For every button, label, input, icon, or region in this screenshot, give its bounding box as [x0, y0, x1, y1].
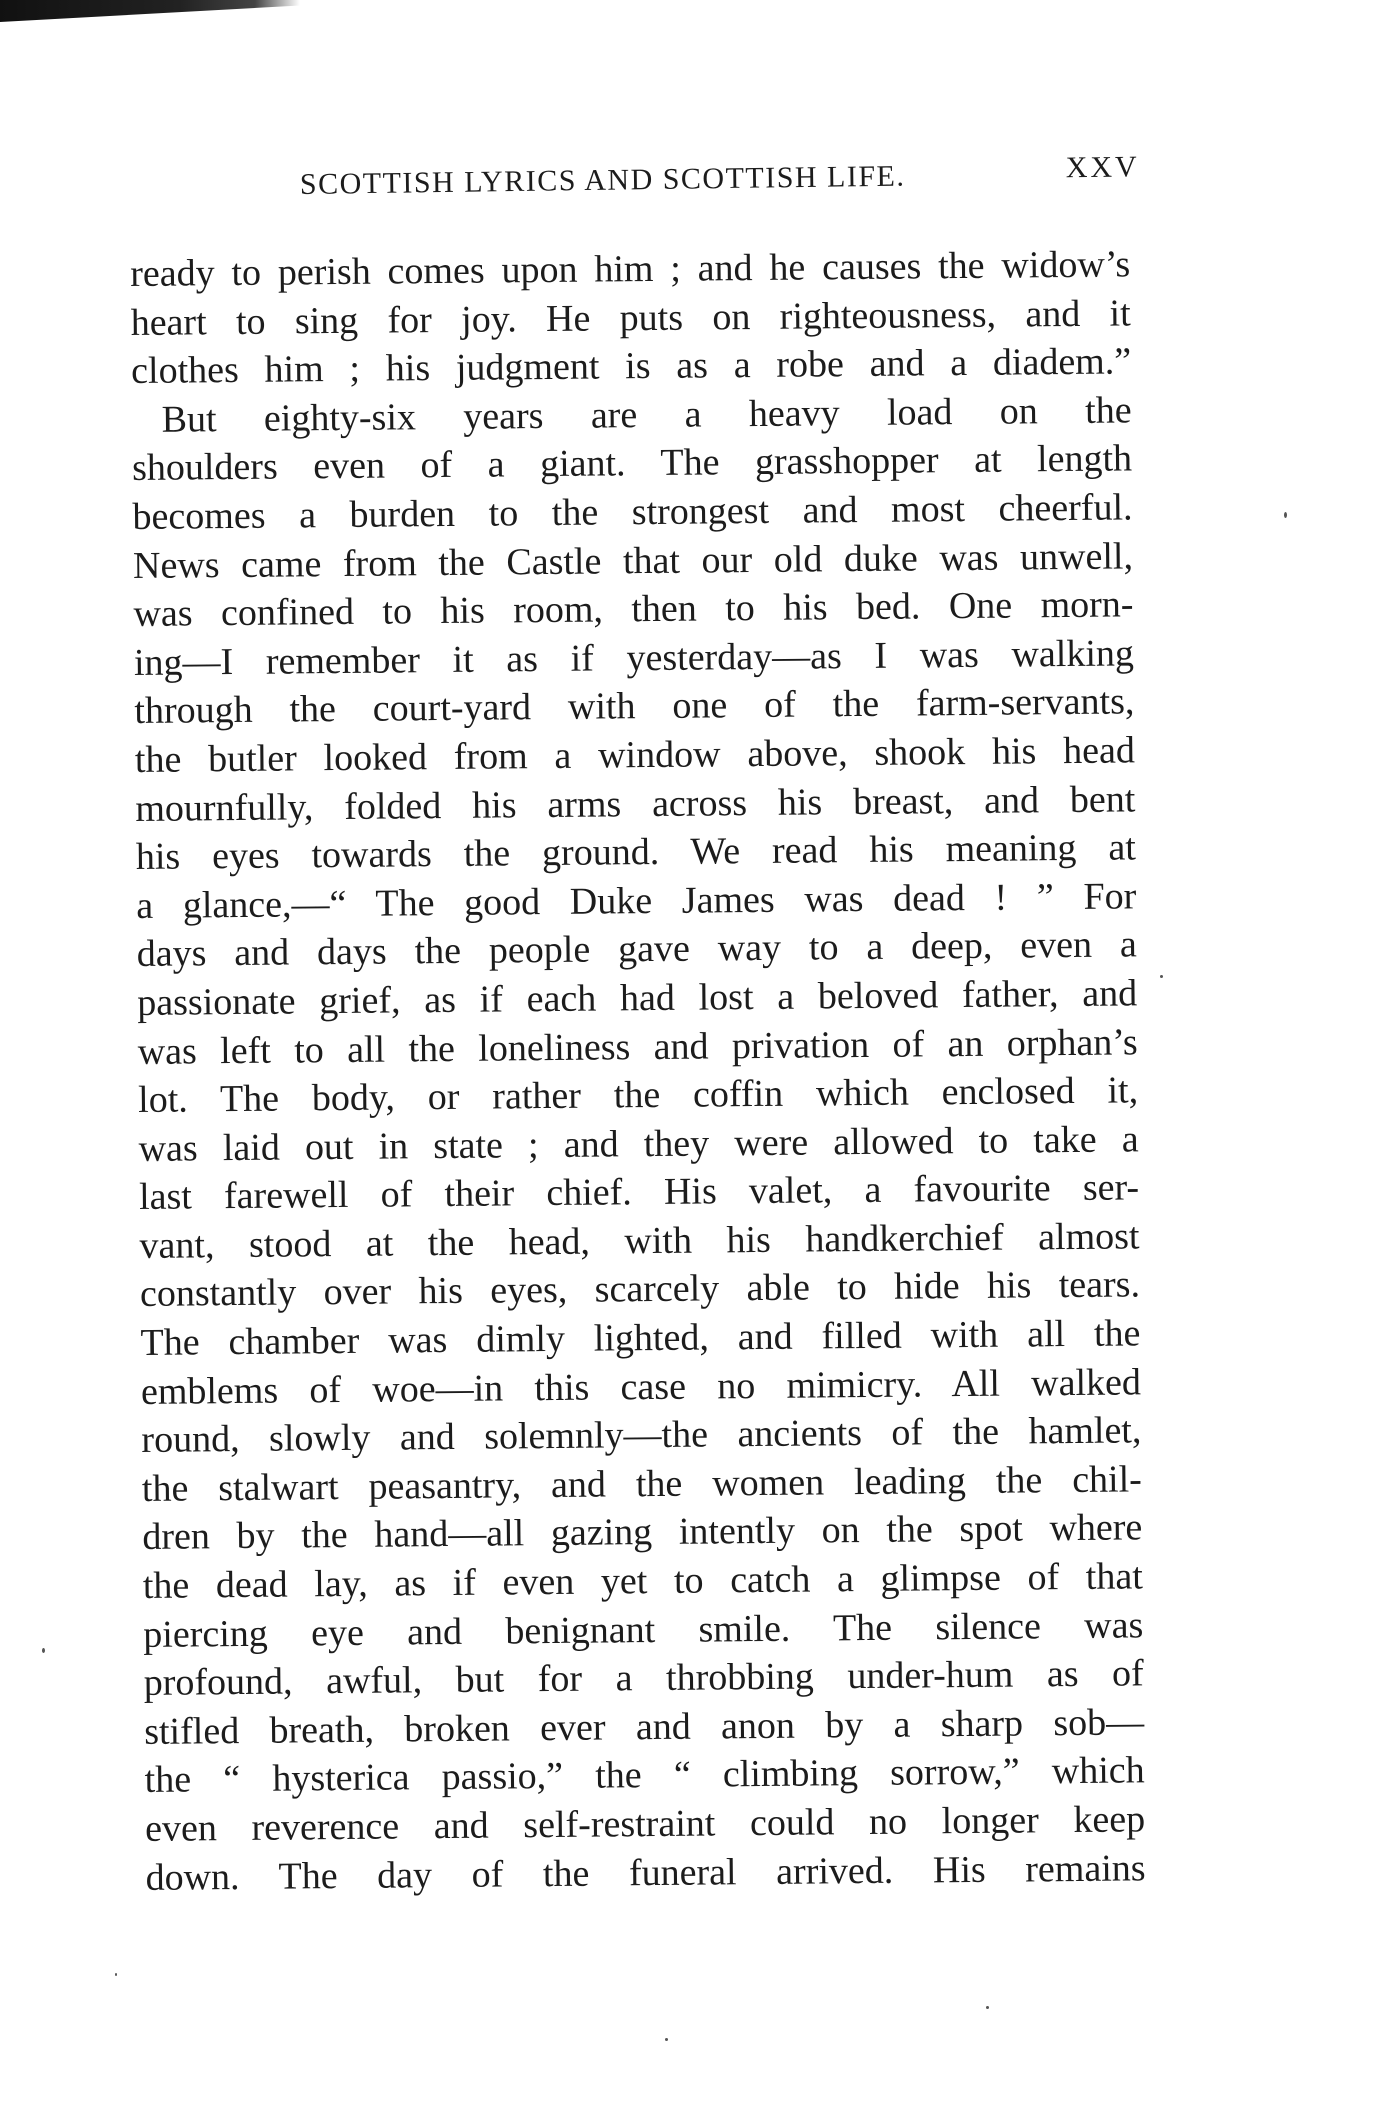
running-title: SCOTTISH LYRICS AND SCOTTISH LIFE.: [299, 159, 906, 201]
text-line: profound, awful, but for a throbbing under-hum as of: [143, 1652, 1144, 1705]
text-line: was left to all the loneliness and privation of an orphan’s: [137, 1020, 1138, 1073]
text-line: dren by the hand—all gazing intently on the spot where: [142, 1506, 1143, 1559]
paper-speck: [115, 1973, 117, 1976]
text-line: days and days the people gave way to a deep, even a: [136, 923, 1137, 976]
text-line: even reverence and self-restraint could no longer keep: [144, 1798, 1146, 1850]
paper-speck: [986, 2006, 989, 2009]
paper-speck: [42, 1648, 45, 1653]
text-line: down. The day of the funeral arrived. His remains: [145, 1846, 1146, 1899]
text-line: emblems of woe—in this case no mimicry. All walked: [140, 1361, 1142, 1413]
text-line: a glance,—“ The good Duke James was dead ! ” For: [136, 875, 1137, 927]
text-line: clothes him ; his judgment is as a robe and a diadem.”: [130, 340, 1132, 393]
text-line: round, slowly and solemnly—the ancients of the hamlet,: [141, 1409, 1142, 1462]
body-text: [130, 240, 1146, 1902]
text-line: becomes a burden to the strongest and most cheerful.: [132, 486, 1133, 538]
text-line: piercing eye and benignant smile. The silence was: [143, 1603, 1144, 1656]
running-header: [299, 150, 1141, 218]
paper-speck: [1284, 512, 1287, 518]
text-line: last farewell of their chief. His valet, a favourite ser-: [138, 1166, 1140, 1219]
text-line: through the court-yard with one of the farm-servants,: [134, 680, 1135, 733]
text-line: the butler looked from a window above, shook his head: [134, 729, 1136, 781]
text-line: lot. The body, or rather the coffin which enclosed it,: [137, 1069, 1139, 1122]
text-line: heart to sing for joy. He puts on righteousness, and it: [130, 291, 1131, 344]
text-line: passionate grief, as if each had lost a beloved father, and: [137, 972, 1138, 1024]
scan-edge-mark: [0, 0, 300, 22]
text-line: constantly over his eyes, scarcely able to hide his tears.: [139, 1263, 1141, 1316]
text-line: ready to perish comes upon him ; and he causes the widow’s: [130, 243, 1131, 295]
text-line: was confined to his room, then to his bed. One morn-: [133, 583, 1134, 636]
text-line: vant, stood at the head, with his handkerchief almost: [139, 1215, 1140, 1267]
paper-speck: [1160, 975, 1163, 978]
text-line: ing—I remember it as if yesterday—as I was walking: [133, 632, 1135, 684]
paper-speck: [665, 2038, 668, 2041]
text-line: shoulders even of a giant. The grasshopper at length: [131, 437, 1133, 490]
text-line: mournfully, folded his arms across his breast, and bent: [135, 777, 1136, 830]
page-number: XXV: [1065, 150, 1140, 185]
text-line: The chamber was dimly lighted, and filled with all the: [140, 1312, 1141, 1365]
text-line: stifled breath, broken ever and anon by a sharp sob—: [144, 1701, 1145, 1753]
text-line: the “ hysterica passio,” the “ climbing sorrow,” which: [144, 1749, 1145, 1802]
paragraph-start-line: But eighty-six years are a heavy load on the: [161, 389, 1132, 441]
text-line: News came from the Castle that our old duke was unwell,: [132, 534, 1134, 587]
text-line: his eyes towards the ground. We read his meaning at: [135, 826, 1136, 879]
text-line: the dead lay, as if even yet to catch a glimpse of that: [142, 1555, 1143, 1607]
text-line: was laid out in state ; and they were allowed to take a: [138, 1118, 1139, 1170]
text-line: the stalwart peasantry, and the women leading the chil-: [141, 1458, 1143, 1510]
